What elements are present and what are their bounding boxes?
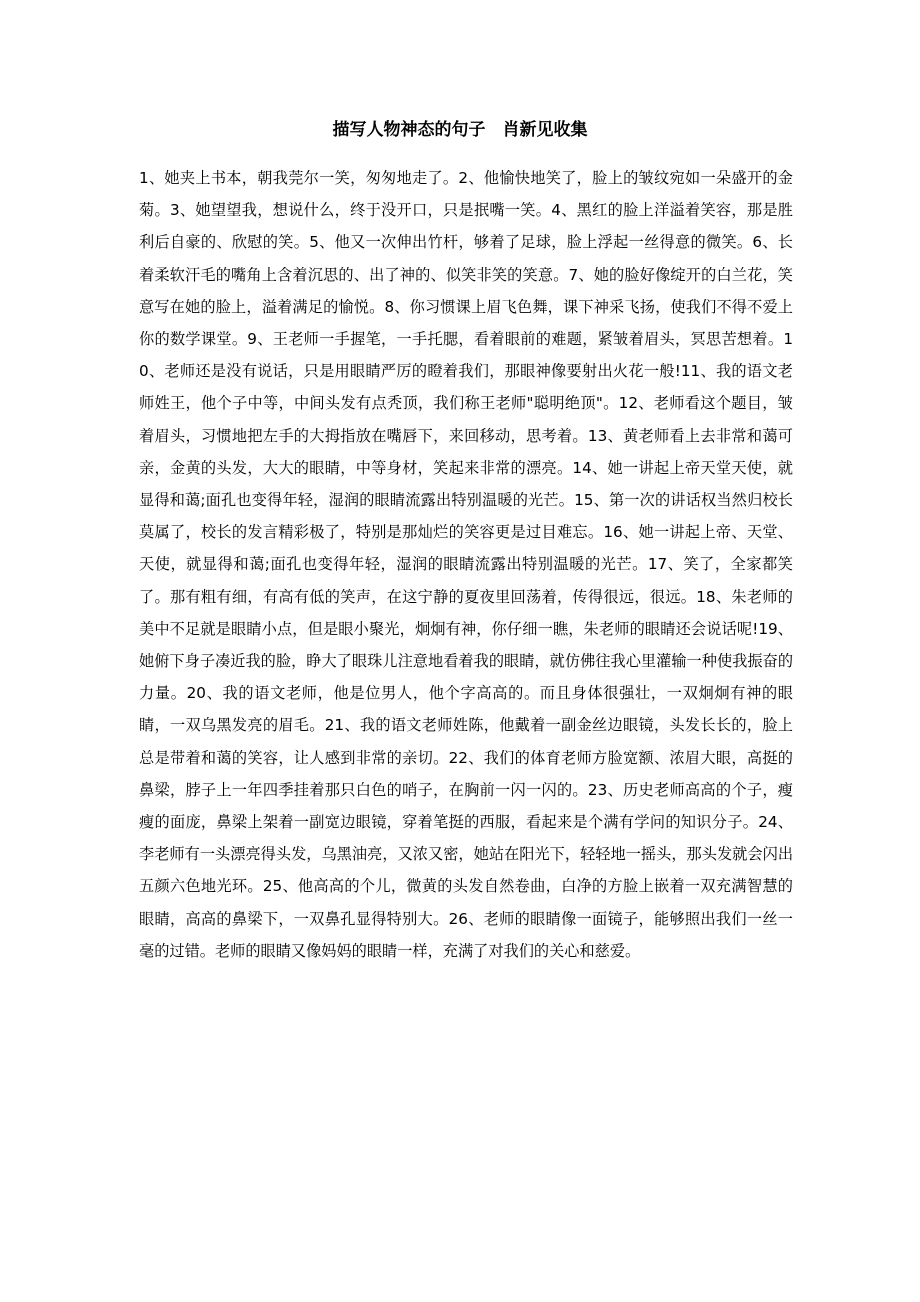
document-title: 描写人物神态的句子 肖新见收集 [332,120,588,140]
document-body-paragraph: 1、她夹上书本，朝我莞尔一笑，匆匆地走了。2、他愉快地笑了，脸上的皱纹宛如一朵盛开的金菊。3、她望望我，想说什么，终于没开口，只是抿嘴一笑。4、黑红的脸上洋溢着笑容，那是胜利后自豪的、欣慰的笑。5、他又一次伸出竹杆，够着了足球，脸上浮起一丝得意的微笑。6、长着柔软汗毛的嘴角上含着沉思的、出了神的、似笑非笑的笑意。7、她的脸好像绽开的白兰花，笑意写在她的脸上，溢着满足的愉悦。8、你习惯课上眉飞色舞，课下神采飞扬，使我们不得不爱上你的数学课堂。9、王老师一手握笔，一手托腮，看着眼前的难题，紧皱着眉头，冥思苦想着。10、老师还是没有说话，只是用眼睛严厉的瞪着我们，那眼神像要射出火花一般!11、我的语文老师姓王，他个子中等，中间头发有点秃顶，我们称王老师"聪明绝顶"。12、老师看这个题目，皱着眉头，习惯地把左手的大拇指放在嘴唇下，来回移动，思考着。13、黄老师看上去非常和蔼可亲，金黄的头发，大大的眼睛，中等身材，笑起来非常的漂亮。14、她一讲起上帝天堂天使，就显得和蔼;面孔也变得年轻，湿润的眼睛流露出特别温暖的光芒。15、第一次的讲话权当然归校长莫属了，校长的发言精彩极了，特别是那灿烂的笑容更是过目难忘。16、她一讲起上帝、天堂、天使，就显得和蔼;面孔也变得年轻，湿润的眼睛流露出特别温暖的光芒。17、笑了，全家都笑了。那有粗有细，有高有低的笑声，在这宁静的夏夜里回荡着，传得很远，很远。18、朱老师的美中不足就是眼睛小点，但是眼小聚光，炯炯有神，你仔细一瞧，朱老师的眼睛还会说话呢!19、她俯下身子凑近我的脸，睁大了眼珠儿注意地看着我的眼睛，就仿佛往我心里灌输一种使我振奋的力量。20、我的语文老师，他是位男人，他个字高高的。而且身体很强壮，一双炯炯有神的眼睛，一双乌黑发亮的眉毛。21、我的语文老师姓陈，他戴着一副金丝边眼镜，头发长长的，脸上总是带着和蔼的笑容，让人感到非常的亲切。22、我们的体育老师方脸宽额、浓眉大眼，高挺的鼻梁，脖子上一年四季挂着那只白色的哨子，在胸前一闪一闪的。23、历史老师高高的个子，瘦瘦的面庞，鼻梁上架着一副宽边眼镜，穿着笔挺的西服，看起来是个满有学问的知识分子。24、李老师有一头漂亮得头发，乌黑油亮，又浓又密，她站在阳光下，轻轻地一摇头，那头发就会闪出五颜六色地光环。25、他高高的个儿，微黄的头发自然卷曲，白净的方脸上嵌着一双充满智慧的眼睛，高高的鼻梁下，一双鼻孔显得特别大。26、老师的眼睛像一面镜子，能够照出我们一丝一毫的过错。老师的眼睛又像妈妈的眼睛一样，充满了对我们的关心和慈爱。 [139,169,793,960]
